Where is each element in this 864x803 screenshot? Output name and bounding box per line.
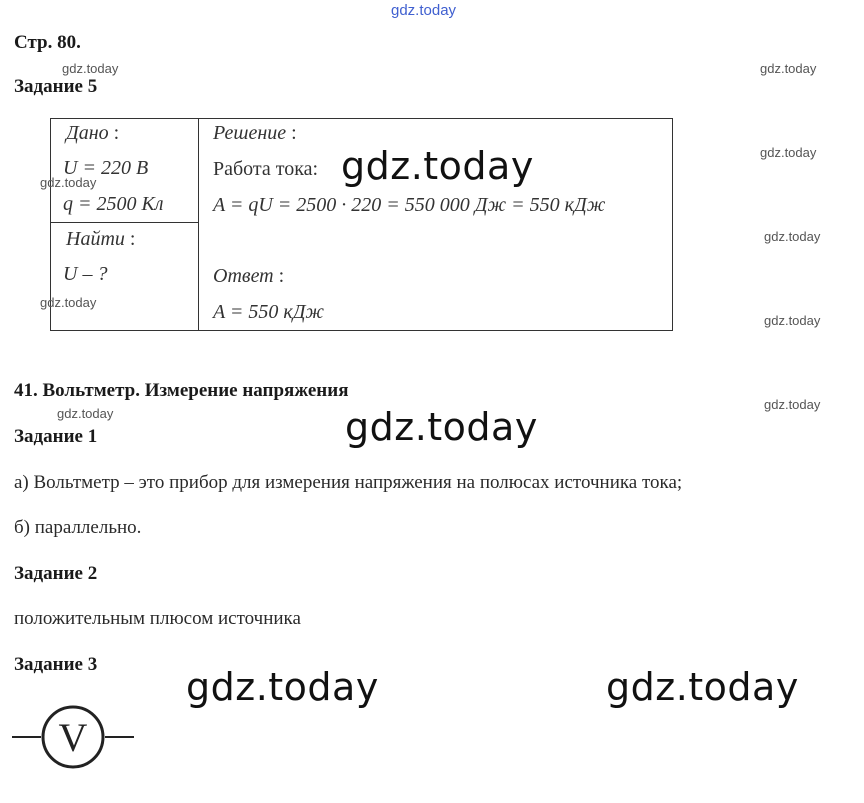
work-formula: A = qU = 2500 · 220 = 550 000 Дж = 550 кДж [213,194,606,216]
watermark-small: gdz.today [62,61,119,76]
task1-heading: Задание 1 [14,426,98,447]
watermark-small: gdz.today [40,295,97,310]
watermark-large: gdz.today [341,144,534,188]
task1-answer-b: б) параллельно. [14,517,142,538]
watermark-large: gdz.today [345,405,538,449]
watermark-small: gdz.today [40,175,97,190]
task3-heading: Задание 3 [14,654,98,675]
voltmeter-letter: V [58,715,88,760]
watermark-small: gdz.today [764,229,821,244]
task2-answer: положительным плюсом источника [14,608,301,629]
answer-label: Ответ : [213,265,285,287]
find-voltage: U – ? [63,263,108,285]
task5-heading: Задание 5 [14,76,98,97]
given-label: Дано : [66,122,120,144]
section-title: 41. Вольтметр. Измерение напряжения [14,380,349,401]
watermark-small: gdz.today [57,406,114,421]
page-reference: Стр. 80. [14,32,81,53]
solution-label: Решение : [213,122,297,144]
watermark-small: gdz.today [764,397,821,412]
watermark-small: gdz.today [760,61,817,76]
watermark-small: gdz.today [764,313,821,328]
task1-answer-a: а) Вольтметр – это прибор для измерения напряжения на полюсах источника тока; [14,472,683,493]
task2-heading: Задание 2 [14,563,98,584]
given-voltage: U = 220 В [63,157,149,179]
watermark-large: gdz.today [606,665,799,709]
watermark-top: gdz.today [391,2,457,19]
voltmeter-symbol [12,704,134,770]
watermark-small: gdz.today [760,145,817,160]
answer-value: A = 550 кДж [213,301,325,323]
watermark-large: gdz.today [186,665,379,709]
work-text: Работа тока: [213,158,319,180]
find-label: Найти : [66,228,136,250]
given-charge: q = 2500 Кл [63,193,164,215]
